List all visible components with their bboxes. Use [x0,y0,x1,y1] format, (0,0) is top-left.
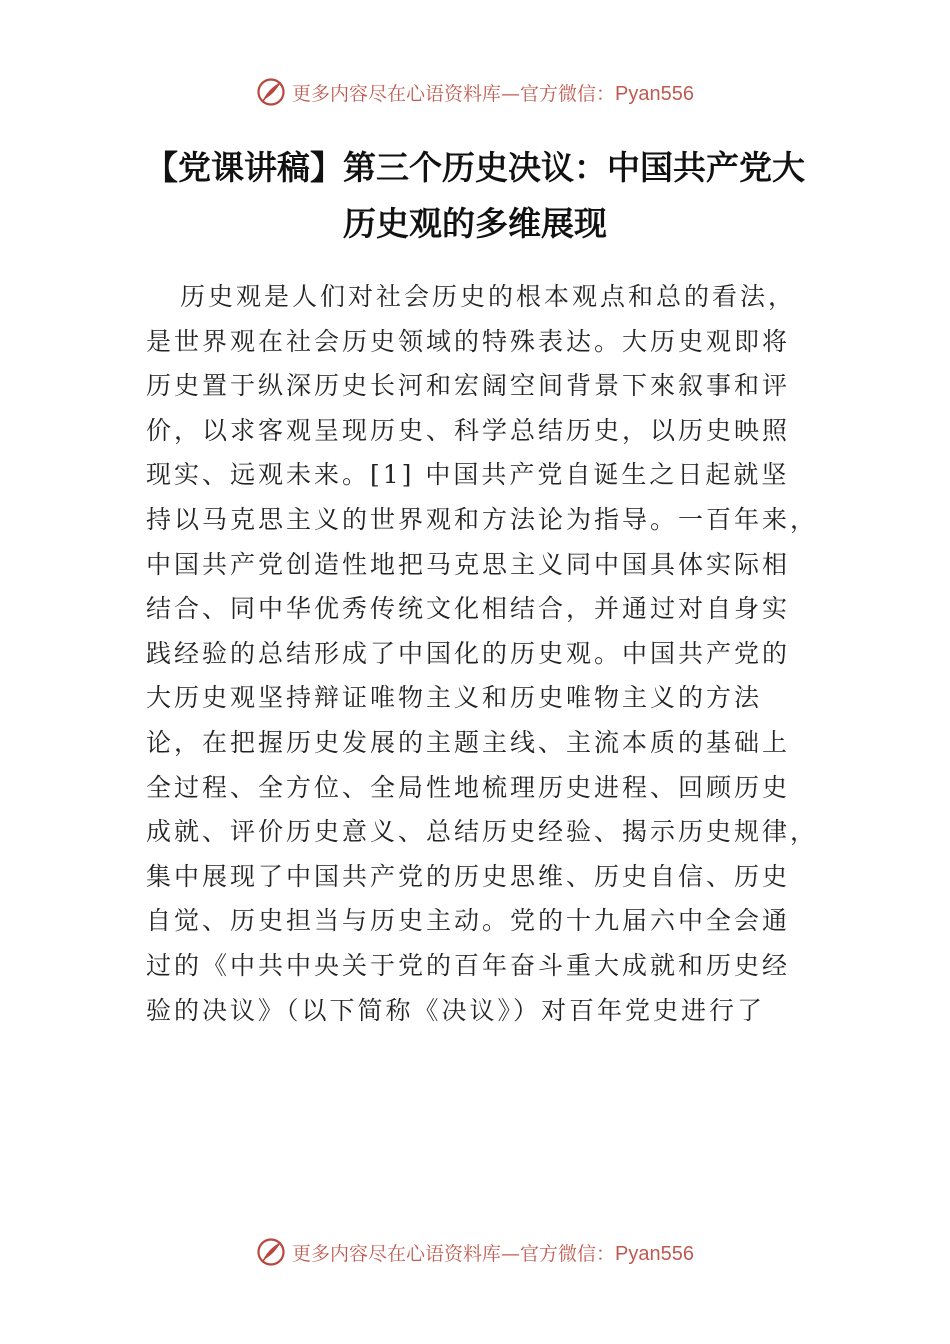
text-line: 自觉、历史担当与历史主动。党的十九届六中全会通 [146,906,791,936]
document-title [100,140,850,252]
wechat-id: Pyan556 [615,1242,694,1265]
text-line: 全过程、全方位、全局性地梳理历史进程、回顾历史 [146,772,791,802]
text-line: 论，在把握历史发展的主题主线、主流本质的基础上 [146,727,791,757]
page-footer [0,1232,950,1272]
title-line-2: 历史观的多维展现 [343,204,607,243]
quill-pen-logo-icon [256,77,286,107]
text-line: 持以马克思主义的世界观和方法论为指导。一百年来， [146,504,819,534]
text-line: 价，以求客观呈现历史、科学总结历史，以历史映照 [146,415,791,445]
text-line: 践经验的总结形成了中国化的历史观。中国共产党的 [146,638,791,668]
text-line: 现实、远观未来。[1] 中国共产党自诞生之日起就坚 [146,460,790,490]
title-line-1: 【党课讲稿】第三个历史决议：中国共产党大 [145,148,805,187]
text-line: 历史观是人们对社会历史的根本观点和总的看法， [180,282,797,311]
text-line: 是世界观在社会历史领域的特殊表达。大历史观即将 [146,326,791,356]
text-line: 中国共产党创造性地把马克思主义同中国具体实际相 [146,549,791,579]
text-line: 过的《中共中央关于党的百年奋斗重大成就和历史经 [146,950,791,980]
text-line: 大历史观坚持辩证唯物主义和历史唯物主义的方法 [146,683,763,713]
wechat-id: Pyan556 [615,82,694,105]
page-header [0,72,950,112]
text-line: 集中展现了中国共产党的历史思维、历史自信、历史 [146,861,791,891]
text-line: 成就、评价历史意义、总结历史经验、揭示历史规律， [146,817,819,847]
text-line: 历史置于纵深历史长河和宏阔空间背景下來叙事和评 [146,371,791,401]
text-line: 结合、同中华优秀传统文化相结合，并通过对自身实 [146,594,791,624]
footer-label: 更多内容尽在心语资料库—官方微信：Pyan556 [292,1242,694,1265]
text-line: 验的决议》（以下简称《决议》）对百年党史进行了 [146,995,766,1025]
header-label: 更多内容尽在心语资料库—官方微信：Pyan556 [292,82,694,105]
body-paragraph [146,275,819,1033]
quill-pen-logo-icon [256,1237,286,1267]
